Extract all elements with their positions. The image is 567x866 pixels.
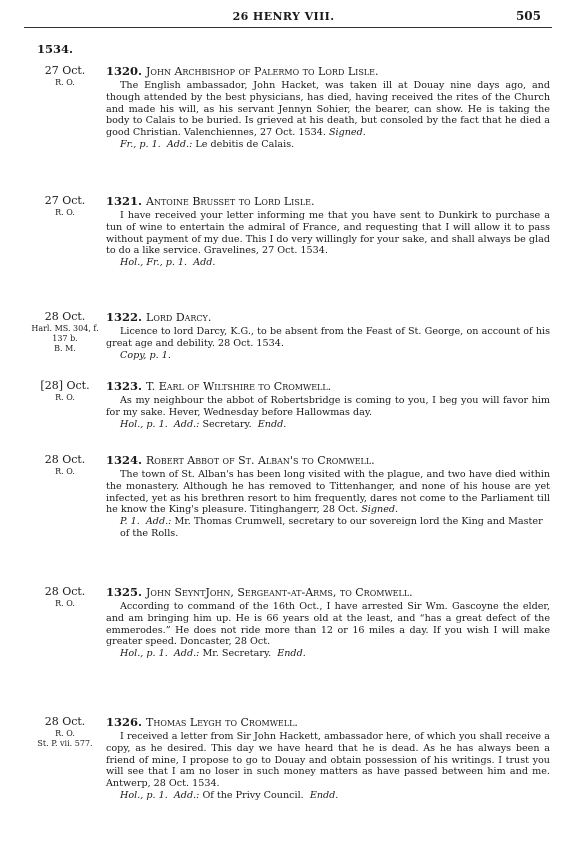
entry-number: 1325. xyxy=(106,585,143,599)
entry-title: Antoine Brusset to Lord Lisle. xyxy=(146,195,315,208)
entry-margin xyxy=(30,194,100,218)
entry-source: R. O. xyxy=(55,729,75,738)
entry-source: R. O. xyxy=(55,393,75,402)
entry-text: As my neighbour the abbot of Robertsbridge is coming to you, I beg you will favor him for my sake. Hever, Wednesday before Hallowmas day. xyxy=(106,395,550,418)
entry-footnote xyxy=(106,516,550,540)
entry-date: 27 Oct. xyxy=(44,64,86,77)
entry-text: Licence to lord Darcy, K.G., to be absent from the Feast of St. George, on account of his great age and debility. 28 Oct. 1534. xyxy=(106,326,550,349)
entry-date: [28] Oct. xyxy=(40,379,90,392)
entry-date: 27 Oct. xyxy=(44,194,86,207)
running-title: 26 HENRY VIII. xyxy=(232,10,335,23)
entry-footnote xyxy=(106,257,550,269)
entry-text-content: The English ambassador, John Hacket, was taken ill at Douay nine days ago, and though attended by the best physicians, has died, having received the rites of the Church and made his will, as his servant Jennyn Sohier, the bearer, can show. He is taking the body to Calais to be buried. Is grieved at his death, but consoled by the fact that he died a good Christian. Valenchiennes, 27 Oct. 1534. xyxy=(106,80,550,139)
entry-number: 1322. xyxy=(106,310,143,324)
address-text: Of the Privy Council. xyxy=(202,789,304,801)
entry-footnote xyxy=(106,139,550,151)
entry-source: R. O. xyxy=(55,467,75,476)
foot-desc: Fr., p. 1. xyxy=(120,138,161,150)
entry-text xyxy=(106,469,550,516)
add-label: Add. xyxy=(193,257,216,269)
entry-date: 28 Oct. xyxy=(44,310,86,323)
entry-source: R. O. xyxy=(55,78,75,87)
entry-margin xyxy=(30,715,100,749)
entry-number: 1324. xyxy=(106,453,143,467)
entry-heading xyxy=(106,64,550,79)
add-label: Add.: xyxy=(145,516,172,528)
entry-margin xyxy=(30,310,100,354)
entry-margin xyxy=(30,453,100,477)
entry-heading xyxy=(106,379,550,394)
entry-title: John SeyntJohn, Sergeant-at-Arms, to Cromwell. xyxy=(146,586,413,599)
page-number: 505 xyxy=(515,9,541,23)
foot-desc: Hol., p. 1. xyxy=(120,648,168,660)
entry-heading xyxy=(106,715,550,730)
address-text: Secretary. xyxy=(202,418,252,430)
address-text: Le debitis de Calais. xyxy=(195,138,295,150)
entry-footnote: Copy, p. 1. xyxy=(120,349,171,361)
add-label: Add.: xyxy=(173,648,200,660)
entry-body xyxy=(106,715,550,802)
entry-date: 28 Oct. xyxy=(44,585,86,598)
add-label: Add.: xyxy=(173,418,200,430)
entry-heading xyxy=(106,453,550,468)
running-head xyxy=(0,4,567,26)
entry-date: 28 Oct. xyxy=(44,715,86,728)
entry-body xyxy=(106,64,550,151)
entry-body xyxy=(106,453,550,540)
entry-number: 1320. xyxy=(106,64,143,78)
entry-text: According to command of the 16th Oct., I have arrested Sir Wm. Gascoyne the elder, and am bringing him up. He is 66 years old at the least, and “has a great defect of the emmerodes.” He does not ride more than 12 or 16 miles a day. If you wish I will make greater speed. Doncaster, 28 Oct. xyxy=(106,601,550,648)
entry-margin xyxy=(30,585,100,609)
entry-margin xyxy=(30,379,100,403)
entry-footnote xyxy=(106,790,550,802)
entry-source-secondary: B. M. xyxy=(54,344,76,353)
entry-source-secondary: St. P. vii. 577. xyxy=(37,739,93,748)
address-text: Mr. Secretary. xyxy=(202,648,272,660)
endorsed-note: Endd. xyxy=(309,789,339,801)
year-label: 1534. xyxy=(37,42,74,56)
entry-title: Robert Abbot of St. Alban's to Cromwell. xyxy=(146,454,375,467)
entry-heading xyxy=(106,585,550,600)
entry-source: R. O. xyxy=(55,208,75,217)
entry-text: I received a letter from Sir John Hackett, ambassador here, of which you shall receive a copy, as he desired. This day we have heard that he is dead. As he has always been a friend of mine, I propose to go to Douay and obtain possession of his writings. I trust you will see that I am no loser in such money matters as have passed between him and me. Antwerp, 28 Oct. 1534. xyxy=(106,731,550,790)
header-rule xyxy=(24,27,552,28)
foot-desc: P. 1. xyxy=(120,516,140,528)
signed-note: Signed. xyxy=(361,504,399,516)
entry-body xyxy=(106,310,550,361)
signed-note: Signed. xyxy=(328,127,366,139)
endorsed-note: Endd. xyxy=(277,648,306,660)
entry-date: 28 Oct. xyxy=(44,453,86,466)
entry-number: 1321. xyxy=(106,194,143,208)
entry-footnote xyxy=(106,648,550,660)
entry-title: T. Earl of Wiltshire to Cromwell. xyxy=(146,380,332,393)
entry-heading xyxy=(106,310,550,325)
entry-number: 1323. xyxy=(106,379,143,393)
entry-margin xyxy=(30,64,100,88)
entry-text-content: The town of St. Alban's has been long visited with the plague, and two have died within the monastery. Although he has removed to Tittenhanger, and none of his house are yet infected, yet as his brethren resort to him frequently, dares not come to the Parliament till he know the King's pleasure. Titinghangerr, 28 Oct. xyxy=(106,469,550,516)
entry-footnote xyxy=(106,419,550,431)
entry-title: Lord Darcy. xyxy=(146,311,212,324)
address-text: Mr. Thomas Crumwell, secretary to our sovereign lord the King and Master of the Rolls. xyxy=(120,516,543,539)
entry-text: I have received your letter informing me that you have sent to Dunkirk to purchase a tun of wine to entertain the admiral of France, and requesting that I will allow it to pass without payment of my due. This I do very willingly for your sake, and shall always be glad to do a like service. Gravelines, 27 Oct. 1534. xyxy=(106,210,550,257)
foot-desc: Hol., p. 1. xyxy=(120,789,168,801)
entry-body xyxy=(106,379,550,430)
add-label: Add.: xyxy=(173,789,200,801)
entry-text xyxy=(106,80,550,139)
entry-body xyxy=(106,585,550,660)
add-label: Add.: xyxy=(166,138,193,150)
entry-source: R. O. xyxy=(55,599,75,608)
entry-heading xyxy=(106,194,550,209)
foot-desc: Hol., p. 1. xyxy=(120,418,168,430)
entry-number: 1326. xyxy=(106,715,143,729)
endorsed-note: Endd. xyxy=(257,418,287,430)
foot-desc: Hol., Fr., p. 1. xyxy=(120,257,188,269)
entry-body xyxy=(106,194,550,269)
entry-source: Harl. MS. 304, f. 137 b. xyxy=(31,324,99,343)
entry-title: Thomas Leygh to Cromwell. xyxy=(146,716,298,729)
entry-title: John Archbishop of Palermo to Lord Lisle. xyxy=(146,65,379,78)
